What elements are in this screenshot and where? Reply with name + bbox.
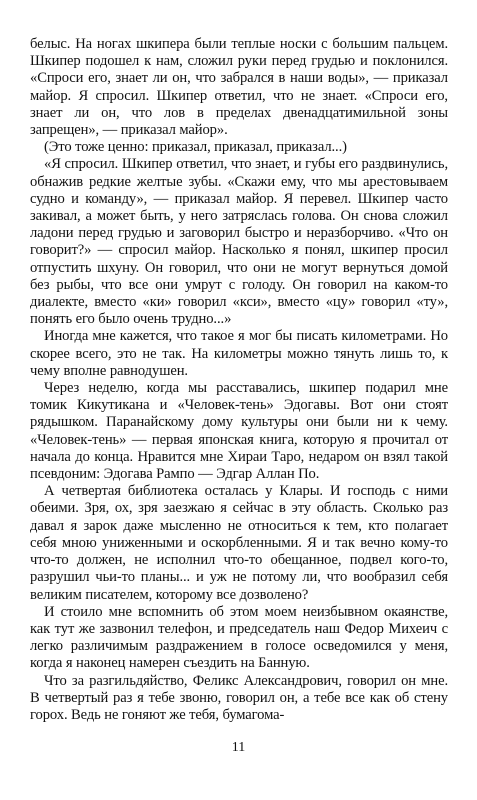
book-page-text [30,36,448,724]
paragraph-5: Через неделю, когда мы расставались, шкипер подарил мне томик Кикутикана и «Человек-тень» Эдогавы. Вот они стоят рядышком. Паранайскому дому культуры они были ни к чему. «Человек-тень» — первая японская книга, которую я прочитал от начала до конца. Нравится мне Хираи Таро, недаром он взял такой псевдоним: Эдогава Рампо — Эдгар Аллан По. [30,380,448,483]
paragraph-6: А четвертая библиотека осталась у Клары. И господь с ними обеими. Зря, ох, зря заезжаю я сейчас в эту область. Сколько раз давал я зарок даже мысленно не относиться к тем, кто полагает себя мною униженными и оскорбленными. Я и так вечно кому-то что-то должен, не исполнил что-то обещанное, подвел кого-то, разрушил чьи-то планы... и уж не потому ли, что вообразил себя великим писателем, которому все дозволено? [30,483,448,603]
paragraph-4: Иногда мне кажется, что такое я мог бы писать километрами. Но скорее всего, это не так. На километры можно тянуть лишь то, к чему вполне равнодушен. [30,328,448,379]
paragraph-2: (Это тоже ценно: приказал, приказал, приказал...) [44,139,347,156]
paragraph-8: Что за разгильдяйство, Феликс Александрович, говорил он мне. В четвертый раз я тебе звоню, говорил он, а тебе все как об стену горох. Ведь не гоняют же тебя, бумагома- [30,672,448,723]
paragraph-1: белыс. На ногах шкипера были теплые носки с большим пальцем. Шкипер подошел к нам, сложил руки перед грудью и поклонился. «Спроси его, знает ли он, что забрался в наши воды», — приказал майор. Я спросил. Шкипер ответил, что не знает. «Спроси его, знает ли он, что лов в пределах двенадцатимильной зоны запрещен», — приказал майор». [30,36,448,139]
paragraph-3: «Я спросил. Шкипер ответил, что знает, и губы его раздвинулись, обнажив редкие желтые зубы. «Скажи ему, что мы арестовываем судно и команду», — приказал майор. Я перевел. Шкипер часто закивал, а может быть, у него затряслась голова. Он снова сложил ладони перед грудью и заговорил быстро и неразборчиво. «Что он говорит?» — спросил майор. Насколько я понял, шкипер просил отпустить шхуну. Он говорил, что они не могут вернуться домой без рыбы, что все они умрут с голоду. Он говорил на каком-то диалекте, вместо «ки» говорил «кси», вместо «цу» говорил «ту», понять его было очень трудно...» [30,156,448,328]
paragraph-7: И стоило мне вспомнить об этом моем неизбывном окаянстве, как тут же зазвонил телефон, и председатель наш Федор Михеич с легко различимым раздражением в голосе осведомился у меня, когда я наконец намерен съездить на Банную. [30,603,448,672]
page-number: 11 [231,740,246,755]
